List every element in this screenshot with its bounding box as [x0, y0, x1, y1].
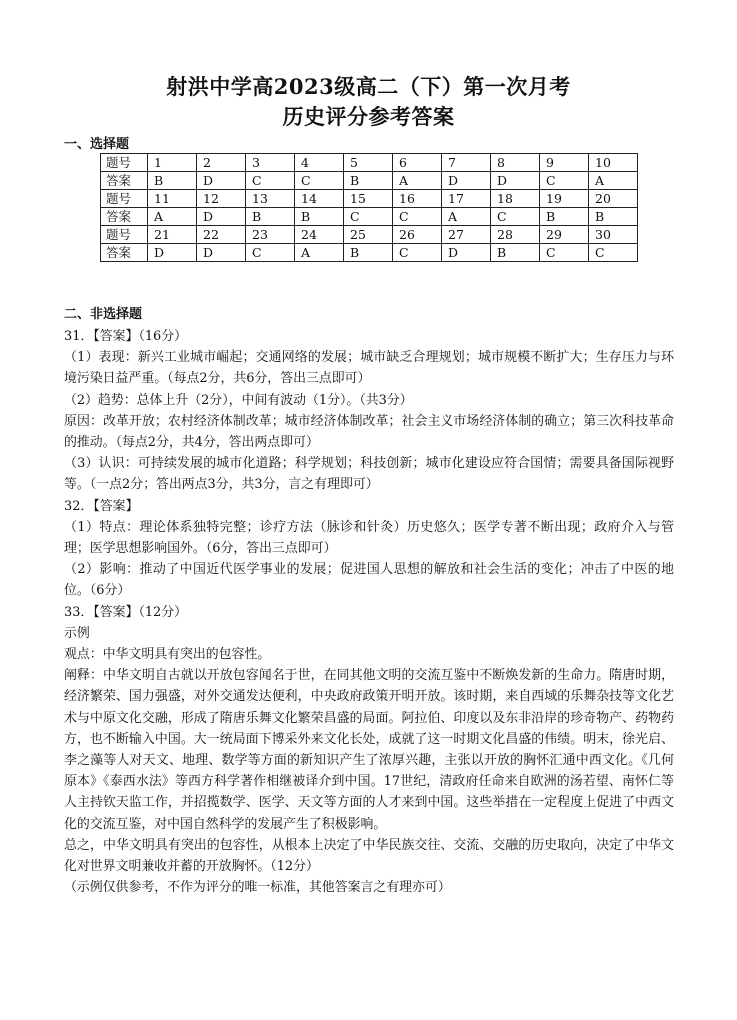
table-cell: B	[491, 244, 540, 262]
table-cell: 24	[295, 226, 344, 244]
table-row	[101, 226, 638, 244]
table-cell: 30	[589, 226, 638, 244]
table-cell: D	[491, 172, 540, 190]
table-cell: 26	[393, 226, 442, 244]
table-cell: A	[148, 208, 197, 226]
answer-paragraph: （示例仅供参考，不作为评分的唯一标准，其他答案言之有理亦可）	[64, 880, 451, 896]
table-row	[101, 208, 638, 226]
answer-paragraph: 阐释：中华文明自古就以开放包容闻名于世，在同其他文明的交流互鉴中不断焕发新的生命力。隋唐时期，经济繁荣、国力强盛，对外交通发达便利，中央政府政策开明开放。该时期，来自西域的乐舞杂技等文化艺术与中原文化交融，形成了隋唐乐舞文化繁荣昌盛的局面。阿拉伯、印度以及东非沿岸的珍奇物产、药物药方，也不断输入中国。大一统局面下博采外来文化长处，成就了这一时期文化昌盛的伟绩。明末，徐光启、李之藻等人对天文、地理、数学等方面的新知识产生了浓厚兴趣，主张以开放的胸怀汇通中西文化。《几何原本》《泰西水法》等西方科学著作相继被译介到中国。17世纪，清政府任命来自欧洲的汤若望、南怀仁等人主持钦天监工作，并招揽数学、医学、天文等方面的人才来到中国。这些举措在一定程度上促进了中西文化的交流互鉴，对中国自然科学的发展产生了积极影响。	[64, 668, 674, 832]
answer-table	[100, 153, 638, 262]
answer-paragraph: 32．【答案】	[64, 498, 139, 514]
table-cell: C	[344, 208, 393, 226]
table-cell: 14	[295, 190, 344, 208]
table-cell: B	[589, 208, 638, 226]
row-label: 题号	[101, 190, 148, 208]
table-cell: 1	[148, 154, 197, 172]
table-cell: 28	[491, 226, 540, 244]
table-cell: C	[246, 244, 295, 262]
table-cell: 19	[540, 190, 589, 208]
table-cell: 27	[442, 226, 491, 244]
table-cell: 9	[540, 154, 589, 172]
table-cell: 2	[197, 154, 246, 172]
answer-paragraph: 原因：改革开放；农村经济体制改革；城市经济体制改革；社会主义市场经济体制的确立；第三次科技革命的推动。（每点2分，共4分，答出两点即可）	[64, 413, 674, 451]
table-row	[101, 190, 638, 208]
answer-paragraph: （3）认识：可持续发展的城市化道路；科学规划；科技创新；城市化建设应符合国情；需要具备国际视野等。（一点2分；答出两点3分，共3分，言之有理即可）	[64, 456, 674, 493]
row-label: 答案	[101, 244, 148, 262]
answer-paragraph: （1）表现：新兴工业城市崛起；交通网络的发展；城市缺乏合理规划；城市规模不断扩大；生存压力与环境污染日益严重。（每点2分，共6分，答出三点即可）	[64, 350, 674, 387]
table-cell: A	[295, 244, 344, 262]
table-cell: 12	[197, 190, 246, 208]
table-cell: D	[197, 208, 246, 226]
table-cell: B	[344, 172, 393, 190]
answer-paragraph: 观点：中华文明具有突出的包容性。	[64, 647, 271, 663]
answer-paragraph: （1）特点：理论体系独特完整；诊疗方法（脉诊和针灸）历史悠久；医学专著不断出现；政府介入与管理；医学思想影响国外。（6分，答出三点即可）	[64, 519, 674, 557]
table-cell: C	[246, 172, 295, 190]
table-cell: 7	[442, 154, 491, 172]
table-cell: 21	[148, 226, 197, 244]
table-cell: 29	[540, 226, 589, 244]
table-cell: C	[393, 208, 442, 226]
table-cell: 22	[197, 226, 246, 244]
table-cell: 11	[148, 190, 197, 208]
table-cell: C	[540, 172, 589, 190]
row-label: 题号	[101, 226, 148, 244]
answer-paragraph: 31．【答案】（16分）	[64, 329, 188, 344]
table-cell: 6	[393, 154, 442, 172]
table-cell: A	[589, 172, 638, 190]
table-cell: C	[491, 208, 540, 226]
table-row	[101, 172, 638, 190]
table-cell: 17	[442, 190, 491, 208]
table-cell: 16	[393, 190, 442, 208]
page-subtitle: 历史评分参考答案	[282, 104, 455, 129]
answer-paragraph: 总之，中华文明具有突出的包容性，从根本上决定了中华民族交往、交流、交融的历史取向，决定了中华文化对世界文明兼收并蓄的开放胸怀。（12分）	[64, 837, 674, 875]
table-cell: B	[246, 208, 295, 226]
row-label: 答案	[101, 172, 148, 190]
table-cell: C	[589, 244, 638, 262]
table-cell: C	[540, 244, 589, 262]
row-label: 答案	[101, 208, 148, 226]
table-cell: B	[295, 208, 344, 226]
table-cell: B	[148, 172, 197, 190]
table-cell: D	[442, 244, 491, 262]
table-cell: A	[442, 208, 491, 226]
answer-body	[64, 326, 674, 898]
table-cell: D	[442, 172, 491, 190]
section-heading-nonchoice: 二、非选择题	[64, 307, 143, 322]
answer-paragraph: 33．【答案】（12分）	[64, 604, 188, 620]
answer-paragraph: （2）影响：推动了中国近代医学事业的发展；促进国人思想的解放和社会生活的变化；冲击了中医的地位。（6分）	[64, 562, 674, 599]
table-cell: 4	[295, 154, 344, 172]
table-cell: B	[540, 208, 589, 226]
table-cell: 15	[344, 190, 393, 208]
table-cell: 5	[344, 154, 393, 172]
table-cell: A	[393, 172, 442, 190]
table-row	[101, 154, 638, 172]
row-label: 题号	[101, 154, 148, 172]
table-cell: D	[197, 172, 246, 190]
table-cell: 18	[491, 190, 540, 208]
page-title: 射洪中学高2023级高二（下）第一次月考	[166, 74, 571, 99]
table-cell: 8	[491, 154, 540, 172]
answer-paragraph: 示例	[64, 625, 90, 641]
table-cell: 13	[246, 190, 295, 208]
table-cell: 25	[344, 226, 393, 244]
table-row	[101, 244, 638, 262]
table-cell: 20	[589, 190, 638, 208]
table-cell: D	[197, 244, 246, 262]
table-cell: 10	[589, 154, 638, 172]
table-cell: D	[148, 244, 197, 262]
answer-paragraph: （2）趋势：总体上升（2分），中间有波动（1分）。（共3分）	[64, 392, 413, 408]
table-cell: 23	[246, 226, 295, 244]
table-cell: 3	[246, 154, 295, 172]
section-heading-choice: 一、选择题	[64, 137, 130, 152]
table-cell: C	[393, 244, 442, 262]
table-cell: C	[295, 172, 344, 190]
table-cell: B	[344, 244, 393, 262]
